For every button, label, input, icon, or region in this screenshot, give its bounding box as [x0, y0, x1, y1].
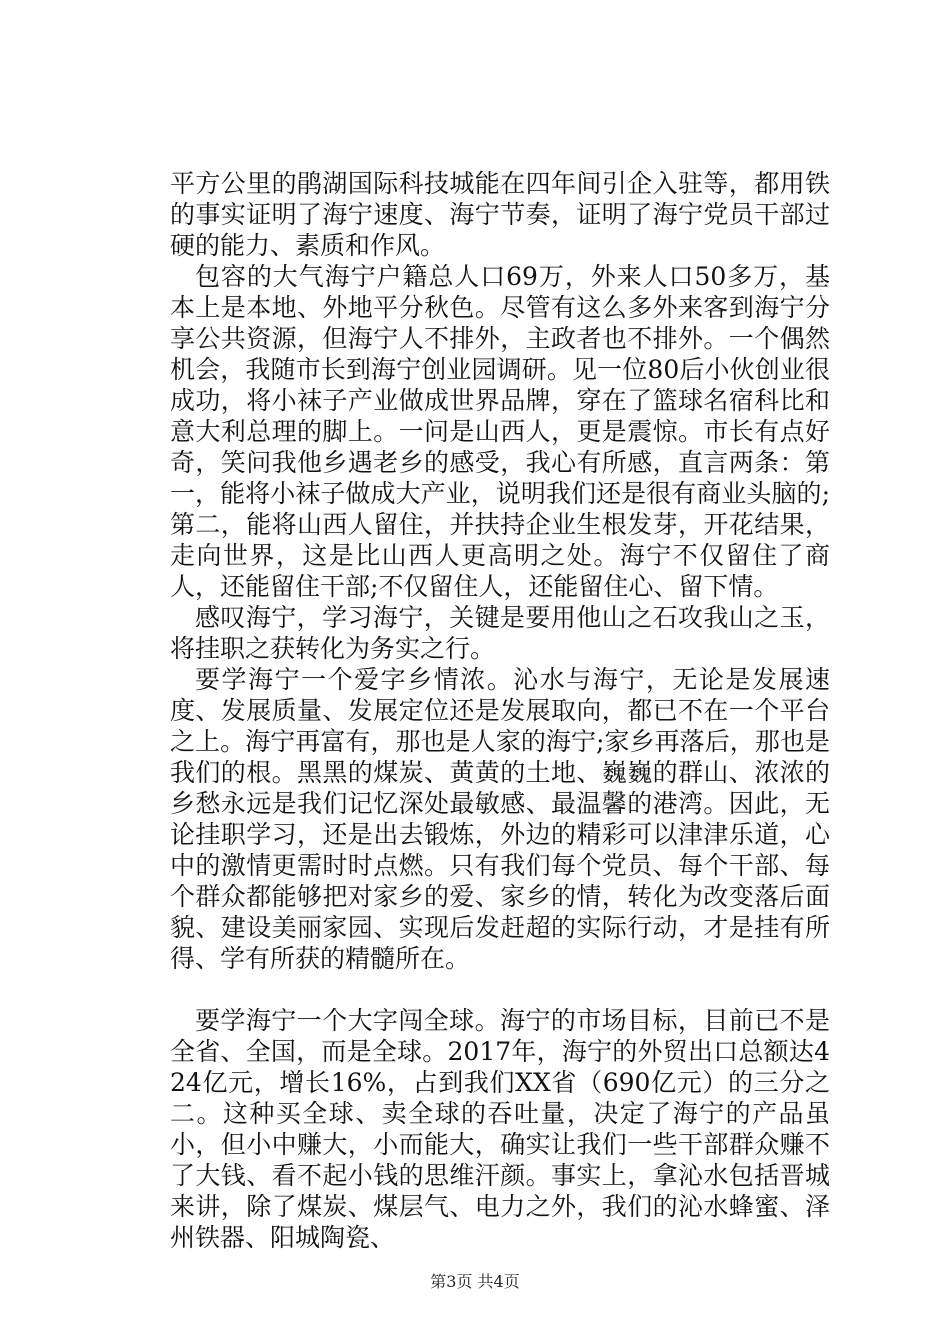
page-number: 第3页 共4页 — [430, 1272, 520, 1291]
paragraph-global-market: 要学海宁一个大字闯全球。海宁的市场目标，目前已不是全省、全国，而是全球。2017年，海宁的外贸出口总额达424亿元，增长16%，占到我们XX省（690亿元）的三分之二。这种买全球、卖全球的吞吐量，决定了海宁的产品虽小，但小中赚大，小而能大，确实让我们一些干部群众赚不了大钱、看不起小钱的思维汗颜。事实上，拿沁水包括晋城来讲，除了煤炭、煤层气、电力之外，我们的沁水蜂蜜、泽州铁器、阳城陶瓷、 — [170, 1006, 830, 1252]
paragraph-spacer — [170, 974, 830, 1005]
document-body — [170, 168, 830, 1253]
page-footer — [0, 1272, 950, 1292]
paragraph-continuation: 平方公里的鹃湖国际科技城能在四年间引企入驻等，都用铁的事实证明了海宁速度、海宁节奏，证明了海宁党员干部过硬的能力、素质和作风。 — [170, 169, 830, 260]
paragraph-learn-haining: 感叹海宁，学习海宁，关键是要用他山之石攻我山之玉，将挂职之获转化为务实之行。 — [170, 603, 830, 663]
paragraph-love-hometown: 要学海宁一个爱字乡情浓。沁水与海宁，无论是发展速度、发展质量、发展定位还是发展取向，都已不在一个平台之上。海宁再富有，那也是人家的海宁;家乡再落后，那也是我们的根。黑黑的煤炭、黄黄的土地、巍巍的群山、浓浓的乡愁永远是我们记忆深处最敏感、最温馨的港湾。因此，无论挂职学习，还是出去锻炼，外边的精彩可以津津乐道，心中的激情更需时时点燃。只有我们每个党员、每个干部、每个群众都能够把对家乡的爱、家乡的情，转化为改变落后面貌、建设美丽家园、实现后发赶超的实际行动，才是挂有所得、学有所获的精髓所在。 — [170, 665, 830, 973]
paragraph-inclusive-haining: 包容的大气海宁户籍总人口69万，外来人口50多万，基本上是本地、外地平分秋色。尽管有这么多外来客到海宁分享公共资源，但海宁人不排外，主政者也不排外。一个偶然机会，我随市长到海宁创业园调研。见一位80后小伙创业很成功，将小袜子产业做成世界品牌，穿在了篮球名宿科比和意大利总理的脚上。一问是山西人，更是震惊。市长有点好奇，笑问我他乡遇老乡的感受，我心有所感，直言两条：第一，能将小袜子做成大产业，说明我们还是很有商业头脑的;第二，能将山西人留住，并扶持企业生根发芽，开花结果，走向世界，这是比山西人更高明之处。海宁不仅留住了商人，还能留住干部;不仅留住人，还能留住心、留下情。 — [170, 262, 830, 601]
